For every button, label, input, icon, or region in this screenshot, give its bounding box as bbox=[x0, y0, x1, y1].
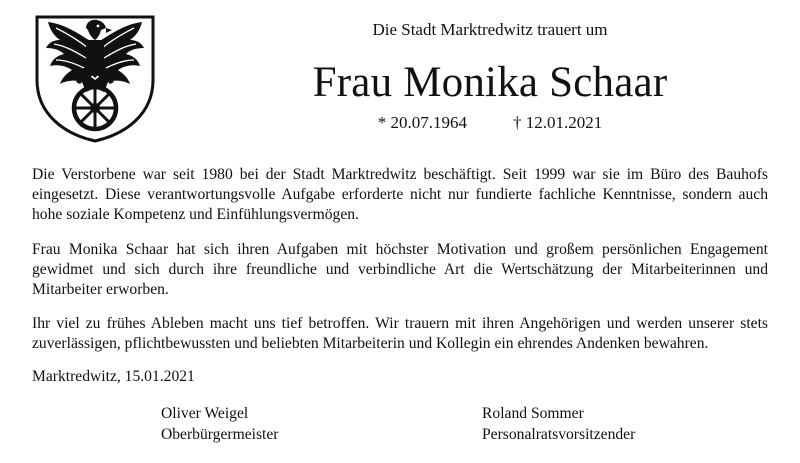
place-and-date: Marktredwitz, 15.01.2021 bbox=[32, 368, 195, 385]
signatory-staff-council bbox=[482, 403, 635, 445]
signatory-name: Oliver Weigel bbox=[161, 405, 249, 422]
signatory-role: Oberbürgermeister bbox=[161, 426, 279, 443]
paragraph-condolence: Ihr viel zu frühes Ableben macht uns tief betroffen. Wir trauern mit ihren Angehörigen und werden unserer stets zuverlässigen, pflichtbewussten und beliebten Mitarbeiterin und Kollegin ein ehrendes Andenken bewahren. bbox=[32, 315, 768, 352]
intro-line: Die Stadt Marktredwitz trauert um bbox=[372, 20, 608, 39]
coat-of-arms-icon bbox=[34, 14, 156, 144]
birth-date: * 20.07.1964 bbox=[377, 113, 467, 132]
life-dates bbox=[300, 113, 680, 133]
signatory-name: Roland Sommer bbox=[482, 405, 584, 422]
deceased-name: Frau Monika Schaar bbox=[312, 59, 668, 106]
paragraph-career: Die Verstorbene war seit 1980 bei der Stadt Marktredwitz beschäftigt. Seit 1999 war sie im Büro des Bauhofs eingesetzt. Diese verantwortungsvolle Aufgabe erforderte nicht nur fundierte fachliche Kenntnisse, sondern auch hohe soziale Kompetenz und Einfühlungsvermögen. bbox=[32, 166, 768, 223]
paragraph-engagement: Frau Monika Schaar hat sich ihren Aufgaben mit höchster Motivation und großem persönlichen Engagement gewidmet und sich durch ihre freundliche und verbindliche Art die Wertschätzung der Mitarbeiterinnen und Mitarbeiter erworben. bbox=[32, 241, 768, 298]
death-date: † 12.01.2021 bbox=[513, 113, 603, 132]
signatory-role: Personalratsvorsitzender bbox=[482, 426, 636, 443]
signatory-mayor bbox=[161, 403, 279, 445]
